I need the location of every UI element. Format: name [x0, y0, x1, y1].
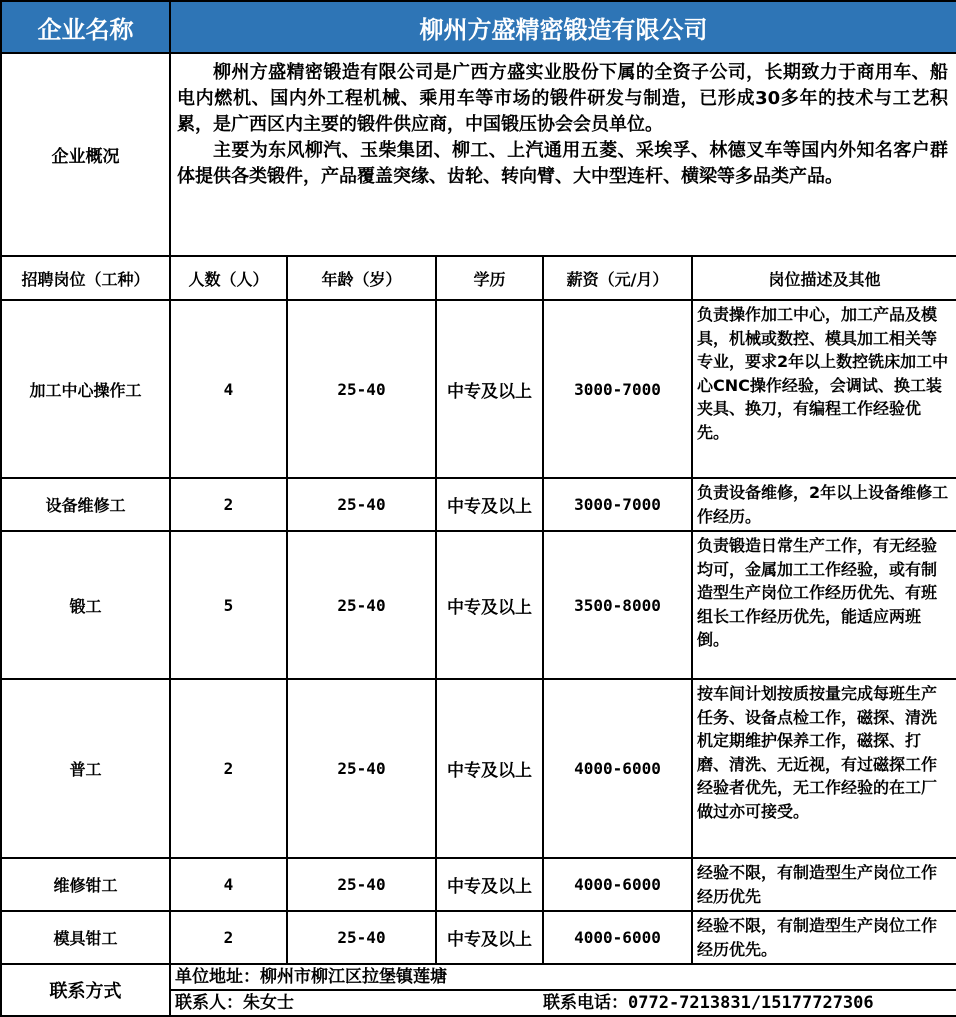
job-count: 2: [170, 478, 287, 531]
job-education: 中专及以上: [436, 911, 543, 964]
company-name-label: 企业名称: [1, 1, 170, 53]
col-count: 人数（人）: [170, 256, 287, 300]
job-description: 经验不限，有制造型生产岗位工作经历优先。: [692, 911, 956, 964]
col-age: 年龄（岁）: [287, 256, 436, 300]
job-position: 加工中心操作工: [1, 300, 170, 478]
job-education: 中专及以上: [436, 478, 543, 531]
job-count: 4: [170, 300, 287, 478]
job-age: 25-40: [287, 478, 436, 531]
job-description: 经验不限，有制造型生产岗位工作经历优先: [692, 858, 956, 911]
job-education: 中专及以上: [436, 858, 543, 911]
job-description: 负责操作加工中心，加工产品及模具，机械或数控、模具加工相关等专业，要求2年以上数控铣床加工中心CNC操作经验，会调试、换工装夹具、换刀，有编程工作经验优先。: [692, 300, 956, 478]
table-row: [1, 679, 956, 858]
job-description: 负责设备维修，2年以上设备维修工作经历。: [692, 478, 956, 531]
job-position: 普工: [1, 679, 170, 858]
col-description: 岗位描述及其他: [692, 256, 956, 300]
contact-phone-label: 联系电话：: [543, 993, 628, 1013]
table-row: [1, 531, 956, 679]
overview-text: [170, 53, 956, 256]
job-salary: 3500-8000: [543, 531, 692, 679]
job-salary: 4000-6000: [543, 858, 692, 911]
job-position: 锻工: [1, 531, 170, 679]
job-description: 按车间计划按质按量完成每班生产任务、设备点检工作，磁探、清洗机定期维护保养工作，磁探、打磨、清洗、无近视，有过磁探工作经验者优先，无工作经验的在工厂做过亦可接受。: [692, 679, 956, 858]
col-education: 学历: [436, 256, 543, 300]
company-name-row: [1, 1, 956, 53]
job-salary: 4000-6000: [543, 679, 692, 858]
col-position: 招聘岗位（工种）: [1, 256, 170, 300]
job-position: 模具钳工: [1, 911, 170, 964]
job-education: 中专及以上: [436, 531, 543, 679]
job-position: 设备维修工: [1, 478, 170, 531]
contact-person: 联系人：朱女士: [175, 993, 294, 1013]
overview-label: 企业概况: [1, 53, 170, 256]
column-header-row: [1, 256, 956, 300]
contact-row: [1, 964, 956, 1016]
job-education: 中专及以上: [436, 679, 543, 858]
contact-address: 单位地址：柳州市柳江区拉堡镇莲塘: [171, 965, 956, 991]
job-age: 25-40: [287, 300, 436, 478]
contact-info: [170, 964, 956, 1016]
job-age: 25-40: [287, 531, 436, 679]
job-position: 维修钳工: [1, 858, 170, 911]
job-salary: 4000-6000: [543, 911, 692, 964]
job-description: 负责锻造日常生产工作，有无经验均可，金属加工工作经验，或有制造型生产岗位工作经历优先、有班组长工作经历优先，能适应两班倒。: [692, 531, 956, 679]
job-count: 2: [170, 679, 287, 858]
job-count: 4: [170, 858, 287, 911]
contact-person-line: [171, 991, 956, 1015]
table-row: [1, 478, 956, 531]
job-age: 25-40: [287, 679, 436, 858]
job-age: 25-40: [287, 911, 436, 964]
table-row: [1, 858, 956, 911]
job-salary: 3000-7000: [543, 300, 692, 478]
contact-phone: 0772-7213831/15177727306: [628, 993, 874, 1013]
col-salary: 薪资（元/月）: [543, 256, 692, 300]
table-row: [1, 300, 956, 478]
contact-label: 联系方式: [1, 964, 170, 1016]
job-count: 2: [170, 911, 287, 964]
overview-row: [1, 53, 956, 256]
overview-paragraph-1: 柳州方盛精密锻造有限公司是广西方盛实业股份下属的全资子公司，长期致力于商用车、船电内燃机、国内外工程机械、乘用车等市场的锻件研发与制造，已形成30多年的技术与工艺积累，是广西区内主要的锻件供应商，中国锻压协会会员单位。: [177, 62, 948, 135]
job-age: 25-40: [287, 858, 436, 911]
contact-phone-group: [543, 991, 874, 1015]
job-salary: 3000-7000: [543, 478, 692, 531]
table-row: [1, 911, 956, 964]
overview-paragraph-2: 主要为东风柳汽、玉柴集团、柳工、上汽通用五菱、采埃孚、林德叉车等国内外知名客户群体提供各类锻件，产品覆盖突缘、齿轮、转向臂、大中型连杆、横梁等多品类产品。: [177, 140, 948, 187]
job-education: 中专及以上: [436, 300, 543, 478]
job-count: 5: [170, 531, 287, 679]
company-name: 柳州方盛精密锻造有限公司: [170, 1, 956, 53]
